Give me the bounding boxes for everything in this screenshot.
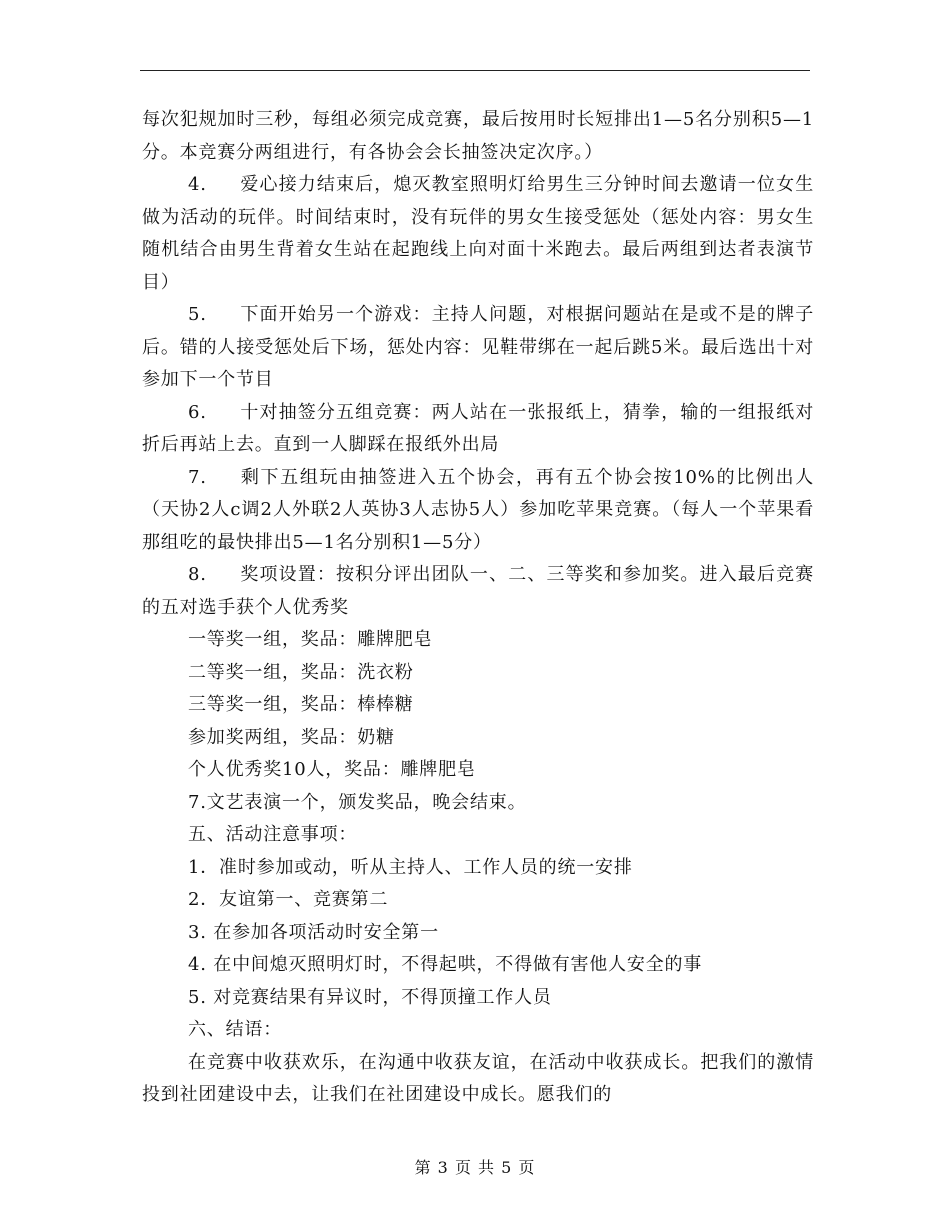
document-body — [142, 104, 814, 1112]
list-item-4 — [142, 169, 814, 299]
program-closing: 7.文艺表演一个，颁发奖品，晚会结束。 — [188, 791, 527, 813]
note-item-1: 1．准时参加或动，听从主持人、工作人员的统一安排 — [188, 856, 633, 878]
prize-first: 一等奖一组，奖品：雕牌肥皂 — [188, 629, 433, 650]
prize-second: 二等奖一组，奖品：洗衣粉 — [188, 661, 414, 683]
list-item-number: 4. — [188, 174, 207, 195]
list-item-text: 爱心接力结束后，熄灭教室照明灯给男生三分钟时间去邀请一位女生做为活动的玩伴。时间结束时，没有玩伴的男女生接受惩处（惩处内容：男女生随机结合由男生背着女生站在起跑线上向对面十米跑去。最后两组到达者表演节目） — [142, 174, 814, 293]
list-item-number: 6. — [188, 401, 207, 423]
list-item-7 — [142, 462, 814, 560]
prize-third: 三等奖一组，奖品：棒棒糖 — [188, 694, 414, 715]
list-item-text: 剩下五组玩由抽签进入五个协会，再有五个协会按10%的比例出人（天协2人c调2人外联2人英协3人志协5人）参加吃苹果竞赛。（每人一个苹果看那组吃的最快排出5—1名分别积1—5分） — [142, 466, 814, 553]
page-footer: 第 3 页 共 5 页 — [414, 1158, 536, 1177]
list-item-number: 5. — [188, 304, 207, 325]
note-item-2: 2．友谊第一、竞赛第二 — [188, 889, 389, 910]
list-item-8 — [142, 559, 814, 624]
conclusion-paragraph: 在竞赛中收获欢乐，在沟通中收获友谊，在活动中收获成长。把我们的激情投到社团建设中去，让我们在社团建设中成长。愿我们的 — [142, 1051, 814, 1105]
note-item-4: 4. 在中间熄灭照明灯时，不得起哄，不得做有害他人安全的事 — [188, 954, 703, 975]
note-item-3: 3. 在参加各项活动时安全第一 — [188, 921, 439, 943]
list-item-text: 下面开始另一个游戏：主持人问题，对根据问题站在是或不是的牌子后。错的人接受惩处后下场，惩处内容：见鞋带绑在一起后跳5米。最后选出十对参加下一个节目 — [142, 304, 814, 390]
prize-participation: 参加奖两组，奖品：奶糖 — [188, 726, 395, 748]
list-item-5 — [142, 299, 814, 397]
list-item-6 — [142, 397, 814, 462]
paragraph-continuation: 每次犯规加时三秒，每组必须完成竞赛，最后按用时长短排出1—5名分别积5—1分。本竞赛分两组进行，有各协会会长抽签决定次序。） — [142, 109, 814, 163]
section-heading-notes: 五、活动注意事项： — [188, 824, 358, 845]
list-item-number: 7. — [188, 466, 207, 488]
list-item-number: 8. — [188, 564, 207, 585]
note-item-5: 5. 对竞赛结果有异议时，不得顶撞工作人员 — [188, 986, 552, 1008]
list-item-text: 十对抽签分五组竞赛：两人站在一张报纸上，猜拳，输的一组报纸对折后再站上去。直到一人脚踩在报纸外出局 — [142, 401, 814, 455]
prize-individual: 个人优秀奖10人，奖品：雕牌肥皂 — [188, 759, 476, 780]
header-rule — [140, 70, 810, 71]
list-item-text: 奖项设置：按积分评出团队一、二、三等奖和参加奖。进入最后竞赛的五对选手获个人优秀奖 — [142, 564, 814, 618]
section-heading-conclusion: 六、结语： — [188, 1019, 282, 1040]
